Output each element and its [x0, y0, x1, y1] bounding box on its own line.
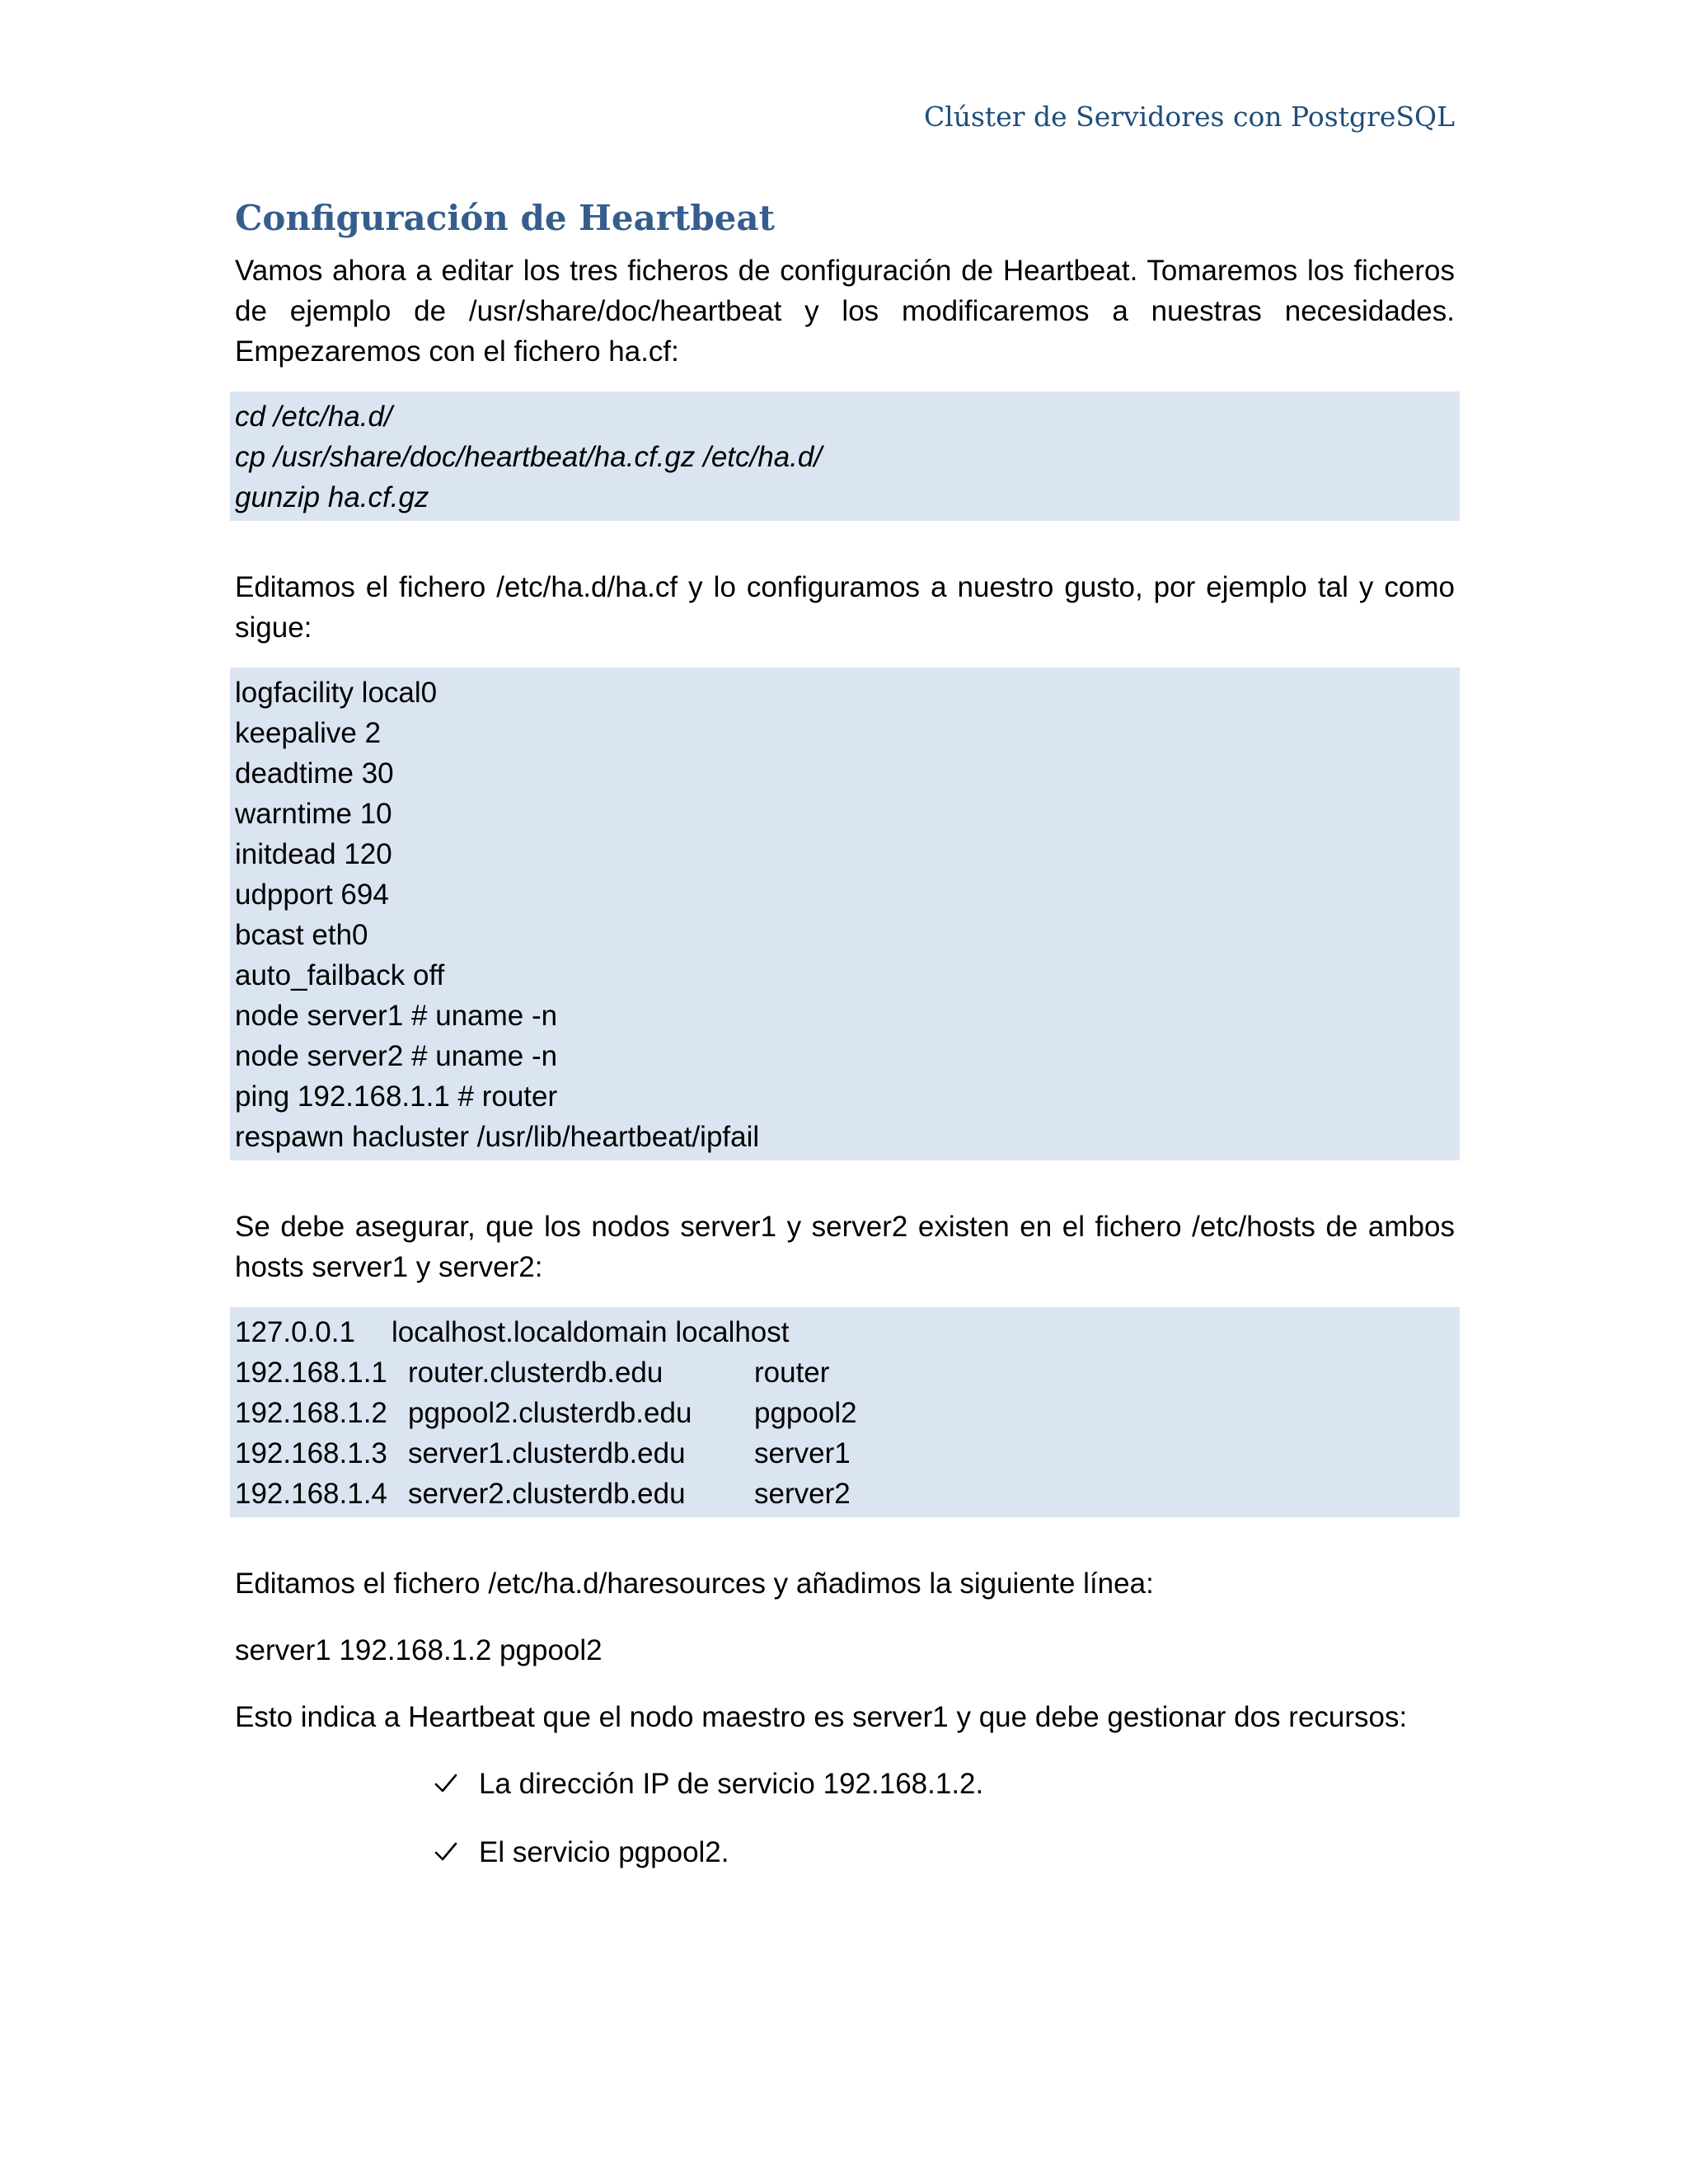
hosts-file-block	[230, 1307, 1460, 1517]
command-line: cd /etc/ha.d/	[235, 401, 392, 433]
list-item-text: El servicio pgpool2.	[479, 1836, 729, 1868]
config-line: node server2 # uname -n	[235, 1040, 558, 1072]
config-line: udpport 694	[235, 879, 389, 911]
config-line: logfacility local0	[235, 677, 438, 709]
commands-block	[230, 391, 1460, 521]
checkmark-icon	[433, 1770, 459, 1797]
list-item	[433, 1832, 1455, 1872]
config-line: keepalive 2	[235, 717, 382, 749]
host-name: router.clusterdb.edu	[408, 1357, 663, 1389]
command-line: gunzip ha.cf.gz	[235, 481, 429, 513]
hosts-entry	[235, 1433, 1455, 1474]
resources-list	[433, 1764, 1455, 1872]
config-line: auto_failback off	[235, 959, 445, 991]
intro-paragraph: Vamos ahora a editar los tres ficheros de configuración de Heartbeat. Tomaremos los ficheros de ejemplo de /usr/share/doc/heartbeat y los modificaremos a nuestras necesidades. Empezaremos con el fichero ha.cf:	[235, 255, 1455, 368]
host-ip: 192.168.1.3	[235, 1437, 387, 1469]
host-alias: pgpool2	[754, 1397, 857, 1429]
config-line: warntime 10	[235, 798, 392, 830]
checkmark-icon	[433, 1839, 459, 1865]
haresources-intro-paragraph: Editamos el fichero /etc/ha.d/haresources y añadimos la siguiente línea:	[235, 1568, 1154, 1600]
config-line: node server1 # uname -n	[235, 1000, 558, 1032]
config-line: bcast eth0	[235, 919, 368, 951]
hosts-entry	[235, 1393, 1455, 1433]
config-line: respawn hacluster /usr/lib/heartbeat/ipfail	[235, 1121, 760, 1153]
host-name: pgpool2.clusterdb.edu	[408, 1397, 692, 1429]
config-line: initdead 120	[235, 838, 392, 870]
list-item	[433, 1764, 1455, 1804]
host-ip: 192.168.1.2	[235, 1397, 387, 1429]
hosts-entry	[235, 1474, 1455, 1514]
list-item-text: La dirección IP de servicio 192.168.1.2.	[479, 1768, 984, 1800]
host-name: server1.clusterdb.edu	[408, 1437, 686, 1469]
hosts-entry	[235, 1312, 1455, 1352]
host-alias: server2	[754, 1478, 851, 1510]
haresources-line: server1 192.168.1.2 pgpool2	[235, 1634, 603, 1666]
command-line: cp /usr/share/doc/heartbeat/ha.cf.gz /etc/ha.d/	[235, 441, 823, 473]
host-name: localhost.localdomain localhost	[392, 1316, 790, 1348]
host-ip: 127.0.0.1	[235, 1316, 355, 1348]
config-line: ping 192.168.1.1 # router	[235, 1080, 558, 1113]
hacf-config-block	[230, 668, 1460, 1160]
config-line: deadtime 30	[235, 757, 394, 790]
page-header: Clúster de Servidores con PostgreSQL	[923, 101, 1455, 133]
hosts-entry	[235, 1352, 1455, 1393]
host-alias: server1	[754, 1437, 851, 1469]
hosts-intro-paragraph: Se debe asegurar, que los nodos server1 y server2 existen en el fichero /etc/hosts de ambos hosts server1 y server2:	[235, 1211, 1455, 1283]
section-title: Configuración de Heartbeat	[235, 198, 776, 238]
edit-hacf-paragraph: Editamos el fichero /etc/ha.d/ha.cf y lo configuramos a nuestro gusto, por ejemplo tal y como sigue:	[235, 571, 1455, 644]
host-alias: router	[754, 1357, 830, 1389]
page-content	[235, 194, 1455, 1900]
host-ip: 192.168.1.4	[235, 1478, 387, 1510]
host-name: server2.clusterdb.edu	[408, 1478, 686, 1510]
host-ip: 192.168.1.1	[235, 1357, 387, 1389]
explanation-paragraph: Esto indica a Heartbeat que el nodo maestro es server1 y que debe gestionar dos recursos:	[235, 1701, 1408, 1733]
